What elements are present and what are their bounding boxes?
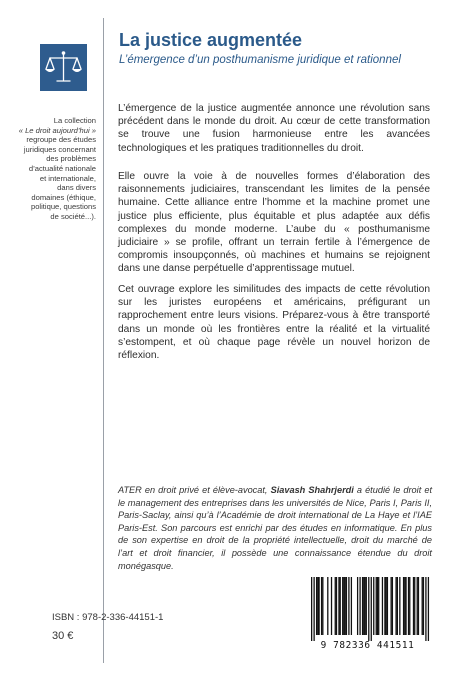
barcode-bar (414, 577, 415, 635)
barcode-bar (364, 577, 365, 635)
barcode-bar (378, 577, 379, 635)
author-bio-intro: ATER en droit privé et élève-avocat, (118, 485, 271, 495)
barcode-bar (313, 577, 314, 641)
scales-of-justice-icon (40, 44, 87, 91)
barcode-bar (335, 577, 336, 635)
collection-line: regroupe des études (26, 135, 96, 145)
barcode-bar (342, 577, 343, 635)
summary-paragraph-1: L’émergence de la justice augmentée annonce une révolution sans précédent dans le monde du droit. Au cœur de cette transformation se trouve une fusion harmonieuse entre les avancées technologiques et les pratiques traditionnelles du droit. (118, 103, 430, 154)
barcode-bar (321, 577, 322, 635)
price: 30 € (52, 630, 74, 642)
barcode-bar (346, 577, 347, 635)
barcode-bar (425, 577, 426, 641)
author-name: Siavash Shahrjerdi (270, 485, 354, 495)
book-title: La justice augmentée (119, 30, 303, 50)
barcode-bar (336, 577, 337, 635)
barcode-bar (423, 577, 424, 635)
barcode-bar (382, 577, 383, 635)
barcode-bar (395, 577, 396, 635)
collection-description (8, 116, 96, 222)
collection-line: dans divers (57, 183, 96, 193)
barcode-bar (371, 577, 372, 641)
barcode-bar (377, 577, 378, 635)
barcode-bar (387, 577, 388, 635)
collection-line: La collection (53, 116, 96, 125)
barcode-bar (392, 577, 393, 635)
barcode-bar (343, 577, 344, 635)
barcode-bar (359, 577, 360, 635)
barcode-bar (368, 577, 369, 641)
barcode-bar (376, 577, 377, 635)
barcode-bar (386, 577, 387, 635)
barcode-bar (345, 577, 346, 635)
barcode-bar (311, 577, 312, 641)
barcode-bar (405, 577, 406, 635)
barcode-bar (422, 577, 423, 635)
barcode-bar (351, 577, 352, 635)
collection-line: et internationale, (39, 173, 96, 183)
barcode-bar (390, 577, 391, 635)
barcode-bar (428, 577, 429, 641)
barcode-bar (413, 577, 414, 635)
barcode-bar (338, 577, 339, 635)
barcode-bar (322, 577, 323, 635)
barcode-bars (301, 575, 434, 641)
barcode-bar (318, 577, 319, 635)
barcode-bar (399, 577, 400, 635)
summary-paragraph-2: Elle ouvre la voie à de nouvelles formes d’élaboration des raisonnements judiciaires, transcendant les limites de la pensée humaine. Cette alliance entre l’homme et la machine promet une justice plus efficiente, plus équitable et plus adaptée aux défis complexes du monde moderne. L’aube du « posthumanisme judiciaire » se profile, offrant un terrain fertile à l’émergence de compromis insoupçonnés, où machines et humains se rejoignent dans une danse perpétuelle d’apprentissage mutuel. (118, 171, 430, 275)
barcode-bar (403, 577, 404, 635)
collection-name: « Le droit aujourd’hui » (18, 125, 96, 135)
summary-paragraph-3: Cet ouvrage explore les similitudes des impacts de cette révolution sur les juristes européens et américains, préfigurant un rapprochement entre leurs visions. Préparez-vous à être transporté dans un monde où les frontières entre la réalité et la virtualité s’estompent, et où chaque page révèle un nouvel horizon de réflexion. (118, 284, 430, 362)
collection-line: d’actualité nationale (28, 163, 96, 173)
barcode-bar (331, 577, 332, 635)
author-bio (118, 484, 432, 572)
barcode-bar (363, 577, 364, 635)
vertical-divider (103, 18, 104, 663)
author-bio-text: a étudié le droit et le management des entreprises dans les universités de Nice, Paris I, Paris II, Paris-Saclay, ainsi qu’à l’Académie de droit international de La Haye et l’IAE Paris-Est. Son parcours est enrichi par des études en informatique. En plus de son expertise en droit de la propriété intellectuelle, droit du marché de l’art et droit financier, il possède une connaissance étendue du droit monégasque. (118, 485, 432, 571)
barcode-bar (327, 577, 328, 635)
collection-line: de société...). (50, 211, 96, 221)
barcode-bar (417, 577, 418, 635)
barcode-bar (384, 577, 385, 635)
collection-line: domaines (éthique, (31, 192, 96, 202)
barcode-digits: 9 782336 441511 (320, 640, 415, 651)
barcode-bar (404, 577, 405, 635)
barcode-bar (418, 577, 419, 635)
barcode-bar (357, 577, 358, 635)
barcode-bar (408, 577, 409, 635)
barcode-bar (348, 577, 349, 635)
collection-line (8, 126, 96, 136)
isbn: ISBN : 978-2-336-44151-1 (52, 612, 164, 623)
barcode-bar (317, 577, 318, 635)
barcode-bar (340, 577, 341, 635)
barcode-bar (316, 577, 317, 635)
collection-line: des problèmes (46, 154, 96, 164)
collection-line: politique, questions (30, 202, 96, 212)
barcode (301, 575, 434, 653)
barcode-bar (409, 577, 410, 635)
barcode-bar (362, 577, 363, 635)
book-subtitle: L’émergence d’un posthumanisme juridique et rationnel (119, 54, 401, 66)
barcode-bar (366, 577, 367, 635)
collection-line: juridiques concernant (23, 144, 96, 154)
barcode-bar (373, 577, 374, 635)
barcode-bar (397, 577, 398, 635)
